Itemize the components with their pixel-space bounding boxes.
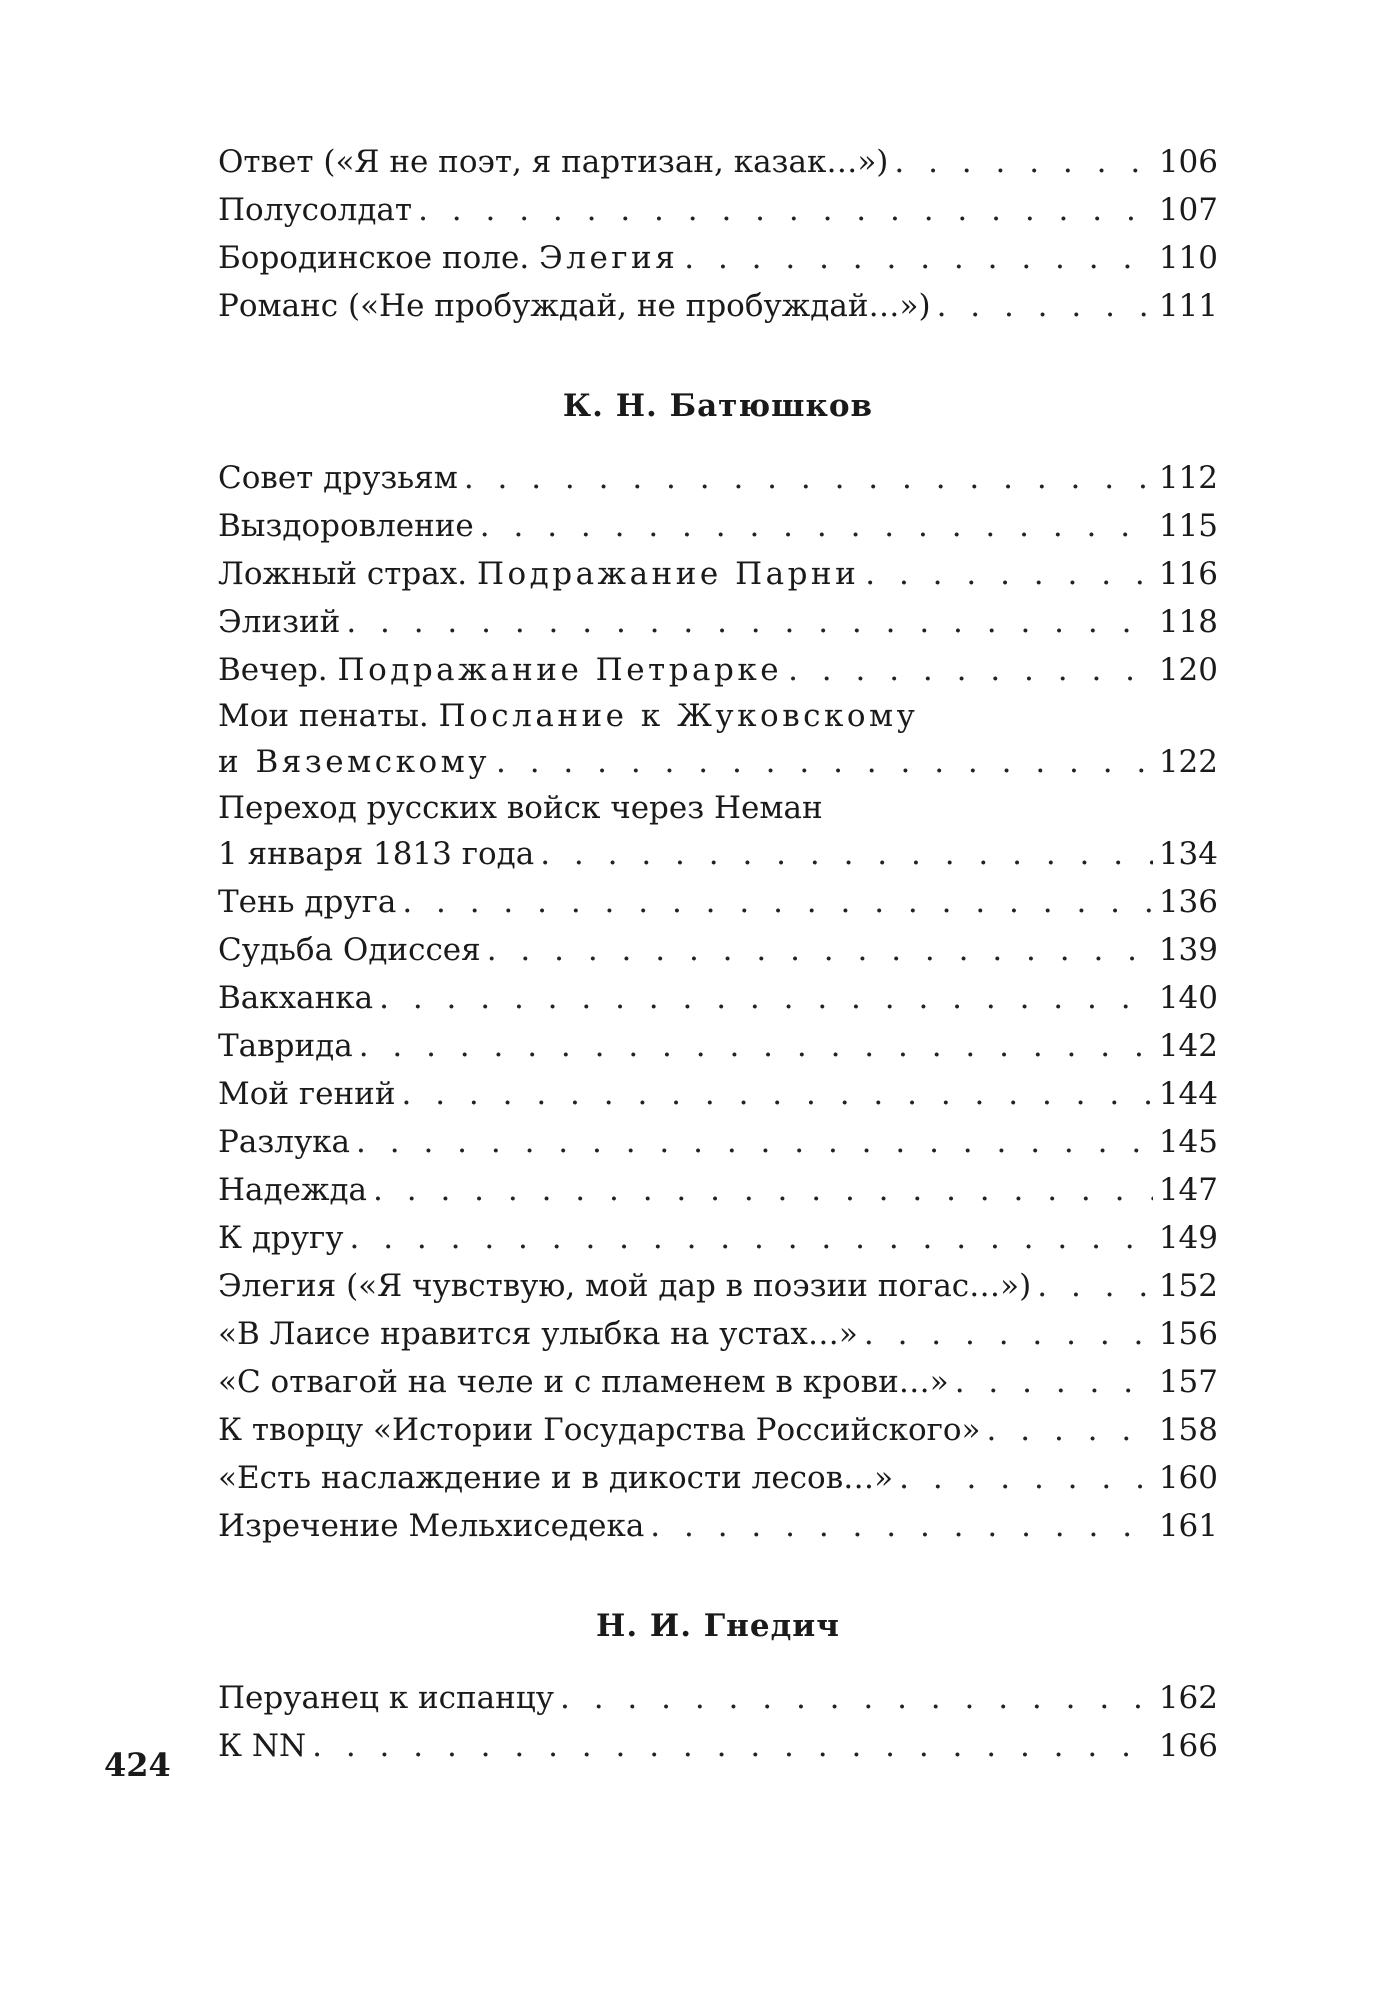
entry-title: Полусолдат (218, 192, 413, 228)
entry-page-number: 161 (1158, 1508, 1218, 1544)
page-number-folio: 424 (104, 1746, 171, 1784)
dot-leader (955, 1358, 1153, 1406)
toc-entry-line2[interactable] (218, 738, 1218, 786)
entry-title-continuation: 1 января 1813 года (218, 836, 535, 872)
dot-leader (480, 502, 1153, 550)
entry-page-number: 158 (1158, 1412, 1218, 1448)
entry-title (218, 694, 918, 738)
entry-title: Элегия («Я чувствую, мой дар в поэзии погас…») (218, 1268, 1032, 1304)
dot-leader (379, 974, 1153, 1022)
toc-entry[interactable] (218, 550, 1218, 598)
dot-leader (650, 1502, 1153, 1550)
toc-section-gnedich (218, 1674, 1218, 1770)
entry-title: Судьба Одиссея (218, 932, 481, 968)
dot-leader (987, 1406, 1153, 1454)
author-heading: К. Н. Батюшков (562, 388, 874, 424)
dot-leader (937, 282, 1153, 330)
entry-page-number: 149 (1158, 1220, 1218, 1256)
toc-section-continuation (218, 138, 1218, 330)
entry-title: Выздоровление (218, 508, 474, 544)
dot-leader (418, 186, 1153, 234)
toc-entry[interactable] (218, 502, 1218, 550)
dot-leader (496, 738, 1153, 786)
toc-entry[interactable] (218, 1166, 1218, 1214)
entry-title (218, 646, 782, 694)
entry-page-number: 110 (1158, 240, 1218, 276)
dot-leader (540, 830, 1153, 878)
toc-entry[interactable] (218, 138, 1218, 186)
entry-title: Вакханка (218, 980, 374, 1016)
entry-title: Таврида (218, 1028, 353, 1064)
dot-leader (560, 1674, 1153, 1722)
toc-entry[interactable] (218, 1310, 1218, 1358)
toc-entry[interactable] (218, 1118, 1218, 1166)
entry-title: Перуанец к испанцу (218, 1680, 554, 1716)
entry-page-number: 106 (1158, 144, 1218, 180)
dot-leader (899, 1454, 1153, 1502)
toc-entry-line1[interactable] (218, 694, 1218, 738)
entry-page-number: 140 (1158, 980, 1218, 1016)
entry-title: Совет друзьям (218, 460, 458, 496)
toc-section-batyushkov (218, 454, 1218, 1550)
entry-title (218, 550, 859, 598)
entry-title-main: Вечер. (218, 652, 328, 688)
toc-entry-line1[interactable] (218, 786, 1218, 830)
table-of-contents (218, 138, 1218, 1770)
entry-page-number: 156 (1158, 1316, 1218, 1352)
toc-entry[interactable] (218, 234, 1218, 282)
entry-page-number: 166 (1158, 1728, 1218, 1764)
dot-leader (684, 234, 1153, 282)
entry-title: Надежда (218, 1172, 368, 1208)
entry-title: «Есть наслаждение и в дикости лесов…» (218, 1460, 894, 1496)
entry-subtitle: Послание к Жуковскому (438, 698, 919, 734)
entry-title (218, 234, 678, 282)
toc-entry[interactable] (218, 1070, 1218, 1118)
toc-entry[interactable] (218, 974, 1218, 1022)
entry-page-number: 145 (1158, 1124, 1218, 1160)
dot-leader (1037, 1262, 1153, 1310)
entry-title: Разлука (218, 1124, 351, 1160)
dot-leader (346, 598, 1153, 646)
entry-page-number: 144 (1158, 1076, 1218, 1112)
entry-page-number: 115 (1158, 508, 1218, 544)
toc-entry[interactable] (218, 1358, 1218, 1406)
toc-entry[interactable] (218, 454, 1218, 502)
entry-page-number: 122 (1158, 744, 1218, 780)
entry-title: «В Лаисе нравится улыбка на устах…» (218, 1316, 858, 1352)
dot-leader (373, 1166, 1153, 1214)
toc-entry[interactable] (218, 1674, 1218, 1722)
entry-title-main: Мои пенаты. (218, 698, 429, 734)
entry-subtitle: Подражание Петрарке (337, 652, 783, 688)
toc-entry[interactable] (218, 1502, 1218, 1550)
toc-entry[interactable] (218, 1022, 1218, 1070)
entry-title: К другу (218, 1220, 344, 1256)
dot-leader (865, 550, 1153, 598)
toc-entry[interactable] (218, 1722, 1218, 1770)
toc-entry[interactable] (218, 598, 1218, 646)
dot-leader (312, 1722, 1153, 1770)
dot-leader (350, 1214, 1153, 1262)
entry-title: «С отвагой на челе и с пламенем в крови…» (218, 1364, 949, 1400)
entry-page-number: 112 (1158, 460, 1218, 496)
entry-title: Романс («Не пробуждай, не пробуждай…») (218, 288, 931, 324)
author-heading: Н. И. Гнедич (596, 1608, 840, 1644)
entry-title-main: Ложный страх. (218, 556, 468, 592)
entry-page-number: 147 (1158, 1172, 1218, 1208)
entry-title: Мой гений (218, 1076, 396, 1112)
entry-title: Изречение Мельхиседека (218, 1508, 645, 1544)
toc-entry[interactable] (218, 926, 1218, 974)
entry-title: Элизий (218, 604, 341, 640)
entry-title: К NN (218, 1728, 307, 1764)
dot-leader (402, 878, 1153, 926)
entry-page-number: 118 (1158, 604, 1218, 640)
toc-entry[interactable] (218, 1406, 1218, 1454)
dot-leader (464, 454, 1153, 502)
toc-entry[interactable] (218, 1262, 1218, 1310)
entry-page-number: 111 (1158, 288, 1218, 324)
toc-entry[interactable] (218, 646, 1218, 694)
entry-subtitle: Элегия (539, 240, 679, 276)
entry-page-number: 116 (1158, 556, 1218, 592)
toc-entry[interactable] (218, 1214, 1218, 1262)
entry-title: Переход русских войск через Неман (218, 790, 823, 826)
dot-leader (864, 1310, 1153, 1358)
dot-leader (788, 646, 1153, 694)
toc-entry[interactable] (218, 186, 1218, 234)
dot-leader (402, 1070, 1153, 1118)
toc-entry-line2[interactable] (218, 830, 1218, 878)
entry-title: Тень друга (218, 884, 397, 920)
dot-leader (359, 1022, 1153, 1070)
entry-page-number: 162 (1158, 1680, 1218, 1716)
entry-page-number: 157 (1158, 1364, 1218, 1400)
entry-title-main: Бородинское поле. (218, 240, 530, 276)
entry-title: Ответ («Я не поэт, я партизан, казак…») (218, 144, 889, 180)
toc-entry[interactable] (218, 1454, 1218, 1502)
dot-leader (487, 926, 1153, 974)
entry-page-number: 152 (1158, 1268, 1218, 1304)
entry-page-number: 160 (1158, 1460, 1218, 1496)
entry-page-number: 136 (1158, 884, 1218, 920)
entry-title: К творцу «Истории Государства Российского» (218, 1412, 981, 1448)
entry-page-number: 107 (1158, 192, 1218, 228)
dot-leader (356, 1118, 1153, 1166)
entry-page-number: 134 (1158, 836, 1218, 872)
entry-page-number: 142 (1158, 1028, 1218, 1064)
entry-subtitle: Подражание Парни (476, 556, 860, 592)
entry-page-number: 120 (1158, 652, 1218, 688)
toc-entry[interactable] (218, 282, 1218, 330)
entry-page-number: 139 (1158, 932, 1218, 968)
dot-leader (894, 138, 1152, 186)
entry-title-continuation: и Вяземскому (218, 744, 490, 780)
toc-entry[interactable] (218, 878, 1218, 926)
